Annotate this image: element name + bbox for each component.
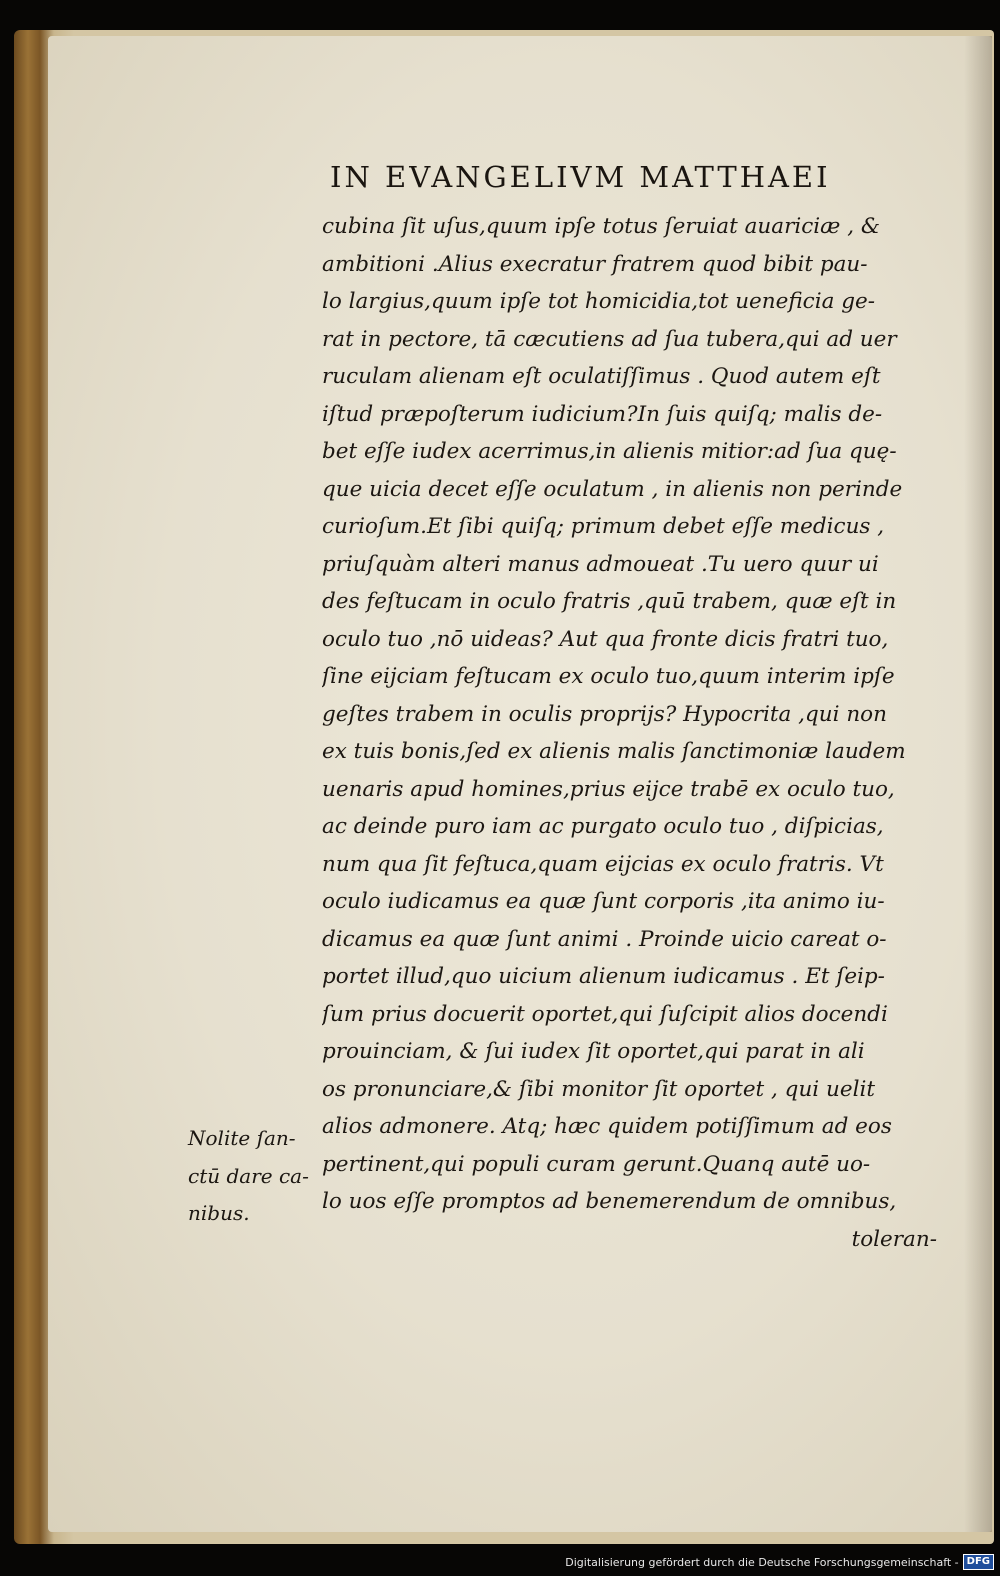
text-line: dicamus ea quæ ſunt animi . Proinde uicio careat o- [322, 926, 887, 952]
text-line: ſum prius docuerit oportet,qui ſuſcipit alios docendi [322, 1001, 888, 1027]
marginal-note-line: Nolite ſan- [188, 1126, 296, 1150]
text-line: ruculam alienam eſt oculatiſſimus . Quod autem eſt [322, 364, 881, 389]
text-line: num qua ſit feſtuca,quam eijcias ex oculo fratris. Vt [322, 851, 884, 877]
text-line: priuſquàm alteri manus admoueat .Tu uero quur ui [322, 551, 879, 577]
page-gutter-shadow [964, 36, 992, 1532]
body-text [322, 208, 947, 1258]
text-line: ambitioni .Alius execratur fratrem quod bibit pau- [322, 251, 868, 277]
text-line: prouinciam, & ſui iudex ſit oportet,qui parat in ali [322, 1039, 865, 1064]
text-line: lo largius,quum ipſe tot homicidia,tot ueneficia ge- [322, 289, 875, 314]
text-line: ex tuis bonis,ſed ex alienis malis ſanctimoniæ laudem [322, 739, 906, 764]
text-line: cubina ſit uſus,quum ipſe totus ſeruiat auariciæ , & [322, 214, 881, 239]
text-line: uenaris apud homines,prius eijce trabē ex oculo tuo, [322, 776, 895, 802]
catchword: toleran- [851, 1226, 937, 1252]
text-line: ac deinde puro iam ac purgato oculo tuo , diſpicias, [322, 814, 884, 839]
text-line: oculo iudicamus ea quæ ſunt corporis ,ita animo iu- [322, 889, 885, 914]
marginal-note [188, 1120, 328, 1233]
text-line: lo uos eſſe promptos ad benemerendum de omnibus, [322, 1189, 897, 1214]
running-head: IN EVANGELIVM MATTHAEI [330, 160, 831, 194]
text-line: portet illud,quo uicium alienum iudicamus . Et ſeip- [322, 964, 885, 989]
dfg-logo: DFG [963, 1554, 994, 1570]
text-line: des feſtucam in oculo fratris ,quū trabem, quæ eſt in [322, 589, 897, 614]
text-line: geſtes trabem in oculis proprijs? Hypocrita ,qui non [322, 701, 887, 727]
text-line: bet eſſe iudex acerrimus,in alienis mitior:ad ſua quę- [322, 439, 897, 464]
digitization-credit [565, 1553, 994, 1571]
credit-text: Digitalisierung gefördert durch die Deutsche Forschungsgemeinschaft - [565, 1555, 959, 1569]
text-line: pertinent,qui populi curam gerunt.Quanq autē uo- [322, 1151, 871, 1177]
text-line: oculo tuo ,nō uideas? Aut qua fronte dicis fratri tuo, [322, 626, 889, 652]
text-line: iſtud præpoſterum iudicium?In ſuis quiſq; malis de- [322, 401, 883, 427]
text-line: alios admonere. Atq; hæc quidem potiſſimum ad eos [322, 1114, 892, 1139]
marginal-note-line: nibus. [188, 1201, 250, 1225]
text-line: rat in pectore, tā cæcutiens ad ſua tubera,qui ad uer [322, 326, 897, 352]
text-line: que uicia decet eſſe oculatum , in alienis non perinde [322, 476, 903, 502]
text-line: curioſum.Et ſibi quiſq; primum debet eſſe medicus , [322, 514, 885, 539]
text-line: os pronunciare,& ſibi monitor ſit oportet , qui uelit [322, 1076, 875, 1102]
text-line: ſine eijciam feſtucam ex oculo tuo,quum interim ipſe [322, 664, 895, 689]
marginal-note-line: ctū dare ca- [188, 1163, 309, 1188]
